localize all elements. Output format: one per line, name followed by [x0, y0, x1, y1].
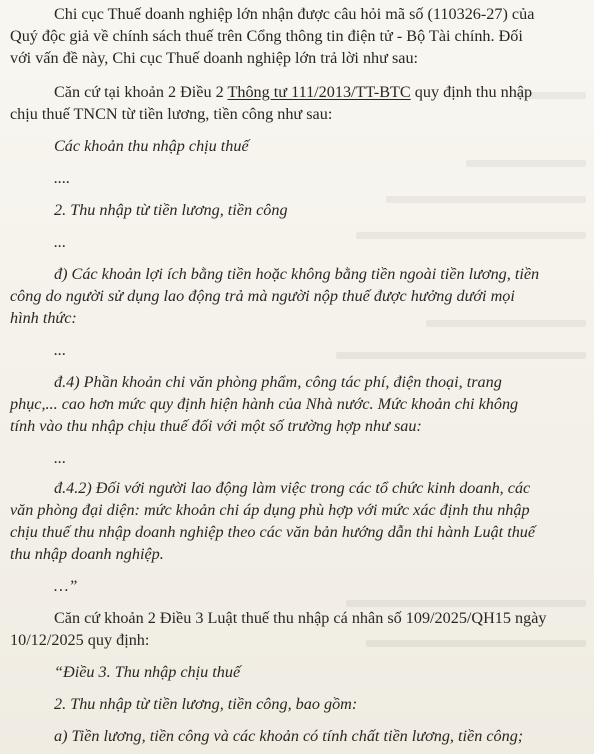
quote-item-d42-line-3: chịu thuế thu nhập doanh nghiệp theo các văn bản hướng dẫn thi hành Luật thuế — [10, 523, 536, 541]
quote-item-d42-line-2: văn phòng đại diện: mức khoản chi áp dụng phù hợp với mức xác định thu nhập — [10, 501, 530, 519]
bleed-through-mark — [466, 160, 586, 167]
ellipsis-3: ... — [54, 341, 67, 359]
ellipsis-5: …” — [54, 577, 78, 595]
bleed-through-mark — [386, 196, 586, 203]
quote-item-d-line-1: đ) Các khoản lợi ích bằng tiền hoặc không bằng tiền ngoài tiền lương, tiền — [54, 265, 540, 283]
circular-111-2013-link[interactable]: Thông tư 111/2013/TT-BTC — [227, 83, 411, 101]
quote-item-d4-line-2: phục,... cao hơn mức quy định hiện hành của Nhà nước. Mức khoản chi không — [10, 395, 519, 413]
quote-article-3-heading: “Điều 3. Thu nhập chịu thuế — [54, 663, 241, 681]
ellipsis-2: ... — [54, 233, 67, 251]
basis-text-prefix: Căn cứ tại khoản 2 Điều 2 — [54, 83, 228, 101]
quote-item-d-line-2: công do người sử dụng lao động trả mà người nộp thuế được hưởng dưới mọi — [10, 287, 515, 305]
ellipsis-4: ... — [54, 449, 67, 467]
ellipsis-1: .... — [54, 169, 71, 187]
quote-item-d-line-3: hình thức: — [10, 309, 77, 327]
quote-item-d42-line-1: đ.4.2) Đối với người lao động làm việc trong các tổ chức kinh doanh, các — [54, 479, 531, 497]
quote-item-d42-line-4: thu nhập doanh nghiệp. — [10, 545, 164, 563]
quote-item-d4-line-3: tính vào thu nhập chịu thuế đối với một số trường hợp như sau: — [10, 417, 422, 435]
quote-section-wages: 2. Thu nhập từ tiền lương, tiền công — [54, 201, 288, 219]
quote-article-3-point-a: a) Tiền lương, tiền công và các khoản có tính chất tiền lương, tiền công; — [54, 727, 524, 745]
basis-text-suffix: quy định thu nhập — [410, 83, 533, 101]
bleed-through-mark — [346, 600, 586, 607]
quote-article-3-clause-2: 2. Thu nhập từ tiền lương, tiền công, bao gồm: — [54, 695, 358, 713]
bleed-through-mark — [366, 640, 586, 647]
intro-line-2: Quý độc giả về chính sách thuế trên Cổng thông tin điện tử - Bộ Tài chính. Đối — [10, 27, 523, 45]
quote-heading-taxable-income: Các khoản thu nhập chịu thuế — [54, 137, 249, 155]
law-basis-line-1: Căn cứ khoản 2 Điều 3 Luật thuế thu nhập cá nhân số 109/2025/QH15 ngày — [54, 609, 547, 627]
bleed-through-mark — [356, 232, 586, 239]
intro-line-1: Chi cục Thuế doanh nghiệp lớn nhận được câu hỏi mã số (110326-27) của — [54, 5, 535, 23]
bleed-through-mark — [336, 352, 586, 359]
bleed-through-mark — [426, 320, 586, 327]
intro-line-3: với vấn đề này, Chi cục Thuế doanh nghiệp lớn trả lời như sau: — [10, 49, 419, 67]
law-basis-line-2: 10/12/2025 quy định: — [10, 631, 150, 649]
basis-paragraph-line-1 — [54, 82, 532, 102]
basis-paragraph-line-2: chịu thuế TNCN từ tiền lương, tiền công như sau: — [10, 105, 333, 123]
quote-item-d4-line-1: đ.4) Phần khoản chi văn phòng phẩm, công tác phí, điện thoại, trang — [54, 373, 502, 391]
